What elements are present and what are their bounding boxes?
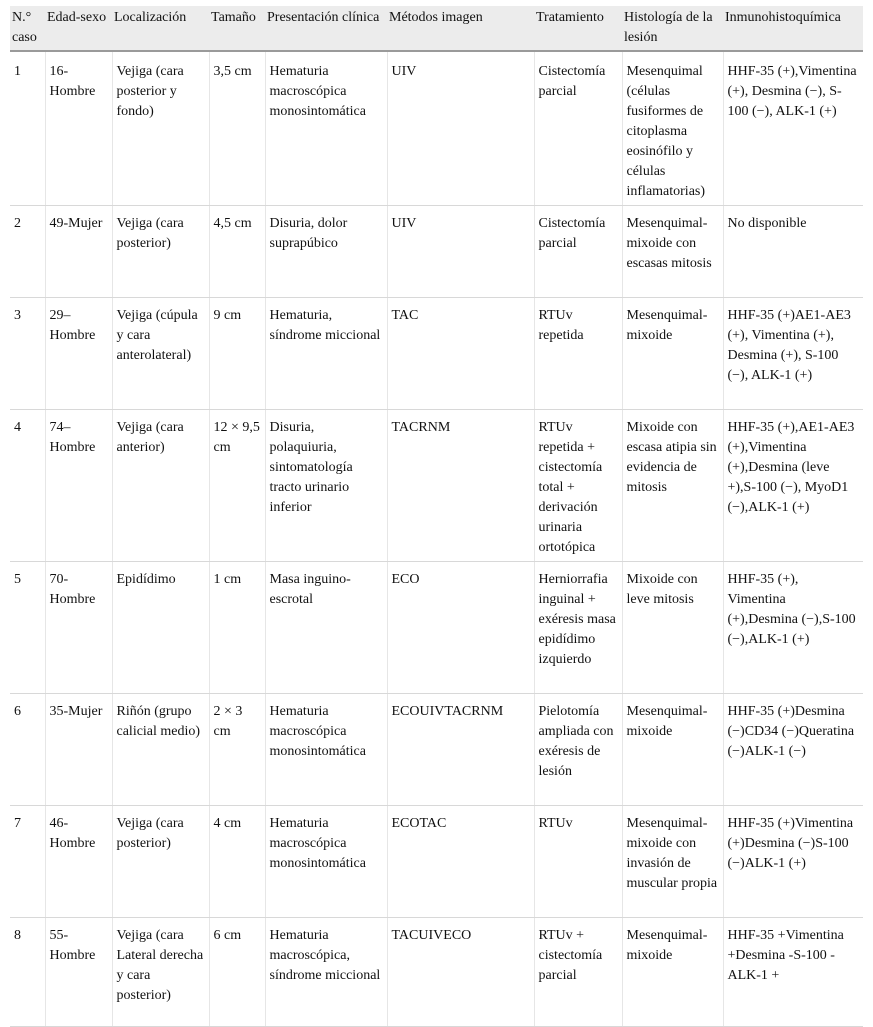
cell-histology: Mesenquimal-mixoide con escasas mitosis — [622, 206, 723, 298]
cell-size: 4 cm — [209, 806, 265, 918]
cell-size: 3,5 cm — [209, 51, 265, 206]
table-row — [10, 298, 863, 410]
cell-treatment: RTUv repetida + cistectomía total + derivación urinaria ortotópica — [534, 410, 622, 562]
cell-age-sex: 55-Hombre — [45, 918, 112, 1027]
cell-treatment: Cistectomía parcial — [534, 206, 622, 298]
cell-case: 8 — [10, 918, 45, 1027]
cell-imaging: UIV — [387, 51, 534, 206]
cell-histology: Mixoide con leve mitosis — [622, 562, 723, 694]
cell-size: 12 × 9,5 cm — [209, 410, 265, 562]
cell-treatment: Herniorrafia inguinal + exéresis masa epidídimo izquierdo — [534, 562, 622, 694]
table-row — [10, 918, 863, 1027]
cell-immuno: HHF-35 +Vimentina +Desmina -S-100 -ALK-1 + — [723, 918, 863, 1027]
cell-location: Vejiga (cúpula y cara anterolateral) — [112, 298, 209, 410]
table-row — [10, 51, 863, 206]
cell-immuno: HHF-35 (+)Vimentina (+)Desmina (−)S-100 (−)ALK-1 (+) — [723, 806, 863, 918]
header-immuno: Inmunohistoquímica — [723, 6, 863, 51]
cell-age-sex: 35-Mujer — [45, 694, 112, 806]
cell-presentation: Hematuria macroscópica monosintomática — [265, 51, 387, 206]
cell-presentation: Hematuria, síndrome miccional — [265, 298, 387, 410]
header-age-sex: Edad-sexo — [45, 6, 112, 51]
cell-age-sex: 46-Hombre — [45, 806, 112, 918]
cell-imaging: ECOTAC — [387, 806, 534, 918]
cell-imaging: UIV — [387, 206, 534, 298]
table-body — [10, 51, 863, 1027]
cell-case: 6 — [10, 694, 45, 806]
cell-treatment: RTUv + cistectomía parcial — [534, 918, 622, 1027]
cell-immuno: No disponible — [723, 206, 863, 298]
cell-size: 4,5 cm — [209, 206, 265, 298]
cell-case: 5 — [10, 562, 45, 694]
cell-immuno: HHF-35 (+),AE1-AE3 (+),Vimentina (+),Desmina (leve +),S-100 (−), MyoD1 (−),ALK-1 (+) — [723, 410, 863, 562]
cell-case: 7 — [10, 806, 45, 918]
header-location: Localización — [112, 6, 209, 51]
table-row — [10, 206, 863, 298]
cell-imaging: TACUIVECO — [387, 918, 534, 1027]
cell-presentation: Hematuria macroscópica monosintomática — [265, 806, 387, 918]
cell-immuno: HHF-35 (+)Desmina (−)CD34 (−)Queratina (−)ALK-1 (−) — [723, 694, 863, 806]
cell-size: 6 cm — [209, 918, 265, 1027]
cell-age-sex: 16-Hombre — [45, 51, 112, 206]
header-case: N.° caso — [10, 6, 45, 51]
cell-treatment: RTUv repetida — [534, 298, 622, 410]
cell-imaging: TAC — [387, 298, 534, 410]
cell-age-sex: 74–Hombre — [45, 410, 112, 562]
cell-size: 2 × 3 cm — [209, 694, 265, 806]
case-table — [10, 6, 863, 1027]
cell-histology: Mesenquimal-mixoide — [622, 694, 723, 806]
cell-age-sex: 29–Hombre — [45, 298, 112, 410]
cell-histology: Mesenquimal (células fusiformes de citoplasma eosinófilo y células inflamatorias) — [622, 51, 723, 206]
table-row — [10, 806, 863, 918]
header-size: Tamaño — [209, 6, 265, 51]
header-treatment: Tratamiento — [534, 6, 622, 51]
header-presentation: Presentación clínica — [265, 6, 387, 51]
cell-histology: Mixoide con escasa atipia sin evidencia de mitosis — [622, 410, 723, 562]
cell-case: 1 — [10, 51, 45, 206]
header-imaging: Métodos imagen — [387, 6, 534, 51]
cell-treatment: Pielotomía ampliada con exéresis de lesión — [534, 694, 622, 806]
cell-location: Riñón (grupo calicial medio) — [112, 694, 209, 806]
cell-case: 2 — [10, 206, 45, 298]
cell-immuno: HHF-35 (+),Vimentina (+), Desmina (−), S-100 (−), ALK-1 (+) — [723, 51, 863, 206]
cell-treatment: RTUv — [534, 806, 622, 918]
cell-presentation: Disuria, dolor suprapúbico — [265, 206, 387, 298]
cell-age-sex: 70-Hombre — [45, 562, 112, 694]
cell-histology: Mesenquimal-mixoide con invasión de muscular propia — [622, 806, 723, 918]
cell-treatment: Cistectomía parcial — [534, 51, 622, 206]
cell-presentation: Masa inguino-escrotal — [265, 562, 387, 694]
cell-age-sex: 49-Mujer — [45, 206, 112, 298]
cell-imaging: TACRNM — [387, 410, 534, 562]
cell-histology: Mesenquimal-mixoide — [622, 918, 723, 1027]
cell-location: Vejiga (cara Lateral derecha y cara posterior) — [112, 918, 209, 1027]
cell-presentation: Hematuria macroscópica monosintomática — [265, 694, 387, 806]
table-row — [10, 694, 863, 806]
cell-imaging: ECOUIVTACRNM — [387, 694, 534, 806]
table-row — [10, 410, 863, 562]
cell-immuno: HHF-35 (+), Vimentina (+),Desmina (−),S-100 (−),ALK-1 (+) — [723, 562, 863, 694]
cell-presentation: Hematuria macroscópica, síndrome miccional — [265, 918, 387, 1027]
cell-size: 1 cm — [209, 562, 265, 694]
cell-location: Vejiga (cara anterior) — [112, 410, 209, 562]
cell-location: Vejiga (cara posterior y fondo) — [112, 51, 209, 206]
header-row — [10, 6, 863, 51]
cell-presentation: Disuria, polaquiuria, sintomatología tracto urinario inferior — [265, 410, 387, 562]
cell-location: Epidídimo — [112, 562, 209, 694]
table-row — [10, 562, 863, 694]
cell-size: 9 cm — [209, 298, 265, 410]
cell-histology: Mesenquimal-mixoide — [622, 298, 723, 410]
cell-imaging: ECO — [387, 562, 534, 694]
table-container — [10, 6, 863, 1027]
cell-location: Vejiga (cara posterior) — [112, 806, 209, 918]
cell-case: 4 — [10, 410, 45, 562]
cell-immuno: HHF-35 (+)AE1-AE3 (+), Vimentina (+), Desmina (+), S-100 (−), ALK-1 (+) — [723, 298, 863, 410]
table-header — [10, 6, 863, 51]
cell-location: Vejiga (cara posterior) — [112, 206, 209, 298]
header-histology: Histología de la lesión — [622, 6, 723, 51]
cell-case: 3 — [10, 298, 45, 410]
